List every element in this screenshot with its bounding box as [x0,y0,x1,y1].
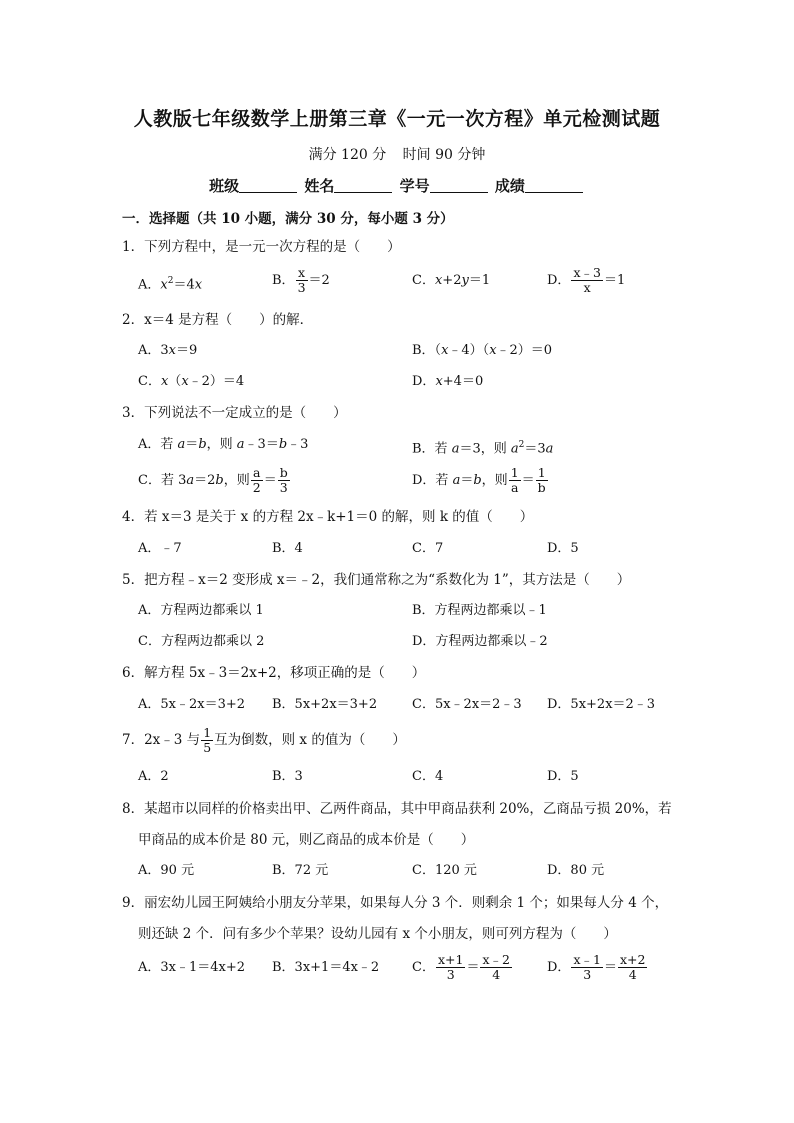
question-9-option-c: C． $\frac{x+1}{3}$ ＝ $\frac{x﹣2}{4}$ [412,952,510,982]
question-1-option-a: A．$x^2=4x$ [138,276,203,293]
question-6-option-b: B．5x+2x＝3+2 [272,697,378,712]
question-3-option-a: A．若 a＝b，则 a﹣3＝b﹣3 [138,437,309,452]
question-9-stem-line-2: 则还缺 2 个．问有多少个苹果？设幼儿园有 x 个小朋友，则可列方程为（ ） [138,926,617,942]
question-6-option-c: C．5x﹣2x＝2﹣3 [412,697,522,712]
question-9-option-d: D． $\frac{x﹣1}{3}$ ＝ $\frac{x+2}{4}$ [547,952,646,982]
question-5-option-d: D．方程两边都乘以﹣2 [412,634,548,649]
student-id-blank[interactable] [430,178,488,193]
question-1-option-b: B． $\frac{x}{3}$ ＝2 [272,265,330,295]
question-7-stem-end: 互为倒数，则 x 的值为（ ） [214,732,406,748]
question-2-option-c: C．x（x﹣2）＝4 [138,374,245,389]
name-label: 姓名 [304,177,335,195]
question-4-option-d: D．5 [547,541,579,556]
grade-blank[interactable] [525,178,583,193]
exam-subtitle [0,144,794,164]
exam-title: 人教版七年级数学上册第三章《一元一次方程》单元检测试题 [133,108,661,130]
question-4-option-a: A．﹣7 [138,541,182,556]
question-5-option-a: A．方程两边都乘以 1 [138,603,264,618]
question-5-option-c: C．方程两边都乘以 2 [138,634,265,649]
question-9-option-a: A．3x﹣1＝4x+2 [138,960,246,975]
question-2-stem: 2．x＝4 是方程（ ）的解． [122,312,314,328]
question-3-stem: 3．下列说法不一定成立的是（ ） [122,405,347,421]
question-7-stem-start: 7．2x﹣3 与 [122,732,201,748]
time-limit: 时间 90 分钟 [402,147,486,163]
question-2-option-d: D．x+4＝0 [412,374,484,389]
question-1-option-d: D． $\frac{x﹣3}{x}$ ＝1 [547,265,626,295]
question-8-stem-line-1: 8．某超市以同样的价格卖出甲、乙两件商品，其中甲商品获利 20%，乙商品亏损 20%，若 [122,801,672,817]
full-score: 满分 120 分 [308,147,387,163]
question-9-option-b: B．3x+1＝4x﹣2 [272,960,380,975]
question-3-option-d: D．若 a＝b，则 $\frac{1}{a}$ ＝ $\frac{1}{b}$ [412,465,546,495]
question-3-option-c: C．若 3a＝2b，则 $\frac{a}{2}$ ＝ $\frac{b}{3}$ [138,465,288,495]
question-8-option-b: B．72 元 [272,863,329,878]
question-8-option-c: C．120 元 [412,863,477,878]
question-7-option-d: D．5 [547,769,579,784]
question-4-option-b: B．4 [272,541,303,556]
student-id-label: 学号 [399,177,430,195]
class-label: 班级 [209,177,240,195]
fraction-one-fifth: $\frac{1}{5}$ [203,725,212,755]
question-7-option-b: B．3 [272,769,303,784]
section-heading-choice: 一．选择题（共 10 小题，满分 30 分，每小题 3 分） [122,211,454,227]
question-4-option-c: C．7 [412,541,444,556]
question-4-stem: 4．若 x＝3 是关于 x 的方程 2x﹣k+1＝0 的解，则 k 的值（ ） [122,509,534,525]
question-1-stem: 1．下列方程中，是一元一次方程的是（ ） [122,239,401,255]
name-blank[interactable] [334,178,392,193]
question-2-option-b: B．（x﹣4）（x﹣2）＝0 [412,343,553,358]
question-8-stem-line-2: 甲商品的成本价是 80 元，则乙商品的成本价是（ ） [138,832,475,848]
question-7-stem [122,726,682,755]
question-6-option-a: A．5x﹣2x＝3+2 [138,697,246,712]
question-5-option-b: B．方程两边都乘以﹣1 [412,603,547,618]
question-9-stem-line-1: 9．丽宏幼儿园王阿姨给小朋友分苹果，如果每人分 3 个．则剩余 1 个；如果每人分 4 个， [122,895,669,911]
question-7-option-a: A．2 [138,769,169,784]
question-8-option-d: D．80 元 [547,863,605,878]
class-blank[interactable] [239,178,297,193]
question-6-stem: 6．解方程 5x﹣3＝2x+2，移项正确的是（ ） [122,665,426,681]
question-2-option-a: A．3x＝9 [138,343,198,358]
question-7-option-c: C．4 [412,769,444,784]
grade-label: 成绩 [494,177,525,195]
question-3-option-b: B．若 a＝3，则 $a^2=3a$ [412,440,554,457]
question-5-stem: 5．把方程﹣x＝2 变形成 x＝﹣2，我们通常称之为“系数化为 1”，其方法是（ ） [122,572,631,588]
question-1-option-c: C．x+2y＝1 [412,273,491,288]
student-info-line [0,175,794,196]
question-6-option-d: D．5x+2x＝2﹣3 [547,697,656,712]
question-8-option-a: A．90 元 [138,863,195,878]
